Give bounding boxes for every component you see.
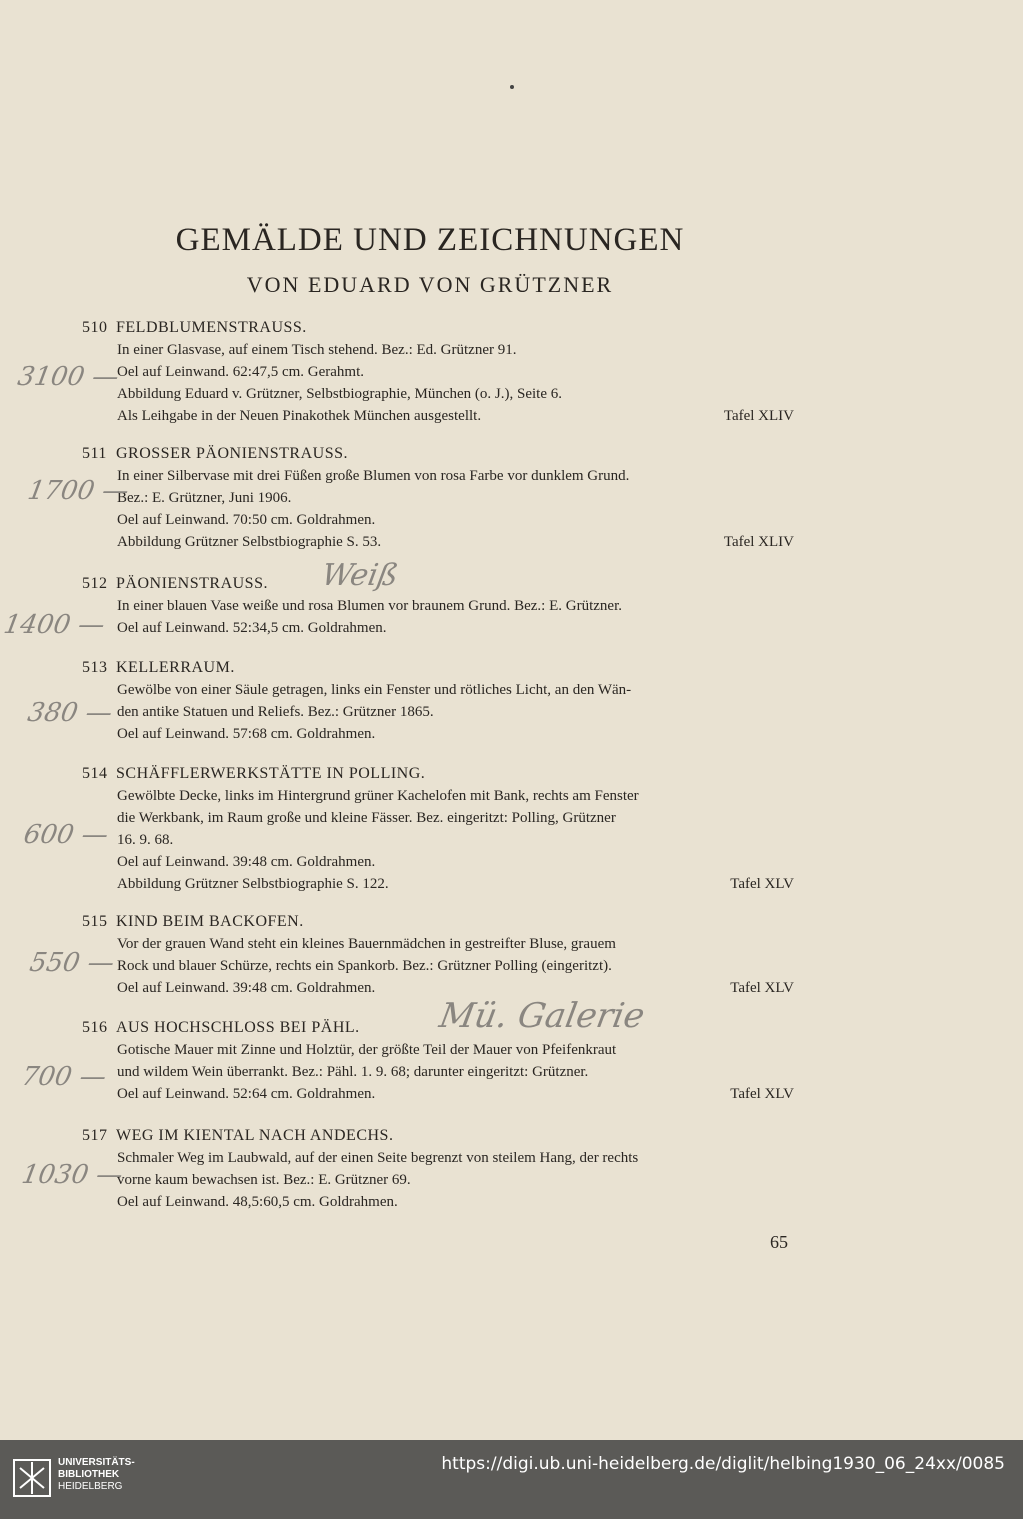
viewer-footer [0, 1440, 1023, 1519]
entry-line: Oel auf Leinwand. 57:68 cm. Goldrahmen. [117, 726, 376, 742]
entry-line: 16. 9. 68. [117, 832, 174, 848]
plate-reference: Tafel XLIV [723, 534, 794, 550]
entry-heading [82, 1124, 794, 1147]
entry-title: SCHÄFFLERWERKSTÄTTE IN POLLING. [116, 765, 426, 782]
entry-line: Oel auf Leinwand. 70:50 cm. Goldrahmen. [117, 512, 376, 528]
entry-line-text: Als Leihgabe in der Neuen Pinakothek München ausgestellt. [117, 408, 482, 424]
entry-line: und wildem Wein überrankt. Bez.: Pähl. 1. 9. 68; darunter eingeritzt: Grützner. [117, 1064, 589, 1080]
page-title: GEMÄLDE UND ZEICHNUNGEN [175, 222, 685, 258]
entry-line: die Werkbank, im Raum große und kleine Fässer. Bez. eingeritzt: Polling, Grützner [117, 810, 616, 826]
entry-line: den antike Statuen und Reliefs. Bez.: Grützner 1865. [117, 704, 434, 720]
entry-line: Gewölbe von einer Säule getragen, links ein Fenster und rötliches Licht, an den Wän- [117, 682, 632, 698]
logo-line: BIBLIOTHEK [58, 1469, 120, 1480]
library-logo-text [58, 1457, 135, 1493]
entry-heading [82, 442, 794, 465]
catalog-entry-512 [82, 572, 794, 639]
library-logo-icon [12, 1456, 52, 1500]
entry-line-text: Oel auf Leinwand. 39:48 cm. Goldrahmen. [117, 980, 376, 996]
page-number: 65 [770, 1232, 788, 1252]
handwritten-note: Weiß [318, 558, 401, 593]
entry-line-text: Abbildung Grützner Selbstbiographie S. 53. [117, 534, 382, 550]
logo-line: UNIVERSITÄTS- [58, 1457, 135, 1468]
entry-title: FELDBLUMENSTRAUSS. [116, 319, 307, 336]
entry-line [117, 405, 794, 427]
entry-line-text: Oel auf Leinwand. 52:64 cm. Goldrahmen. [117, 1086, 376, 1102]
entry-line: Gotische Mauer mit Zinne und Holztür, der größte Teil der Mauer von Pfeifenkraut [117, 1042, 617, 1058]
entry-line: Rock und blauer Schürze, rechts ein Spankorb. Bez.: Grützner Polling (eingeritzt). [117, 958, 612, 974]
entry-number: 511 [82, 445, 107, 462]
entry-number: 516 [82, 1019, 108, 1036]
catalog-entry-511 [82, 442, 794, 553]
entry-heading [82, 762, 794, 785]
entry-line: Schmaler Weg im Laubwald, auf der einen Seite begrenzt von steilem Hang, der rechts [117, 1150, 639, 1166]
entry-line: In einer Silbervase mit drei Füßen große Blumen von rosa Farbe vor dunklem Grund. [117, 468, 630, 484]
catalog-entry-515 [82, 910, 794, 999]
entry-line: Oel auf Leinwand. 39:48 cm. Goldrahmen. [117, 854, 376, 870]
entry-line: Vor der grauen Wand steht ein kleines Bauernmädchen in gestreifter Bluse, grauem [117, 936, 616, 952]
handwritten-price: 1400 — [1, 610, 108, 640]
entry-line: Oel auf Leinwand. 62:47,5 cm. Gerahmt. [117, 364, 365, 380]
handwritten-price: 700 — [19, 1062, 109, 1092]
handwritten-price: 550 — [27, 948, 117, 978]
entry-line: In einer Glasvase, auf einem Tisch stehend. Bez.: Ed. Grützner 91. [117, 342, 517, 358]
handwritten-note: Mü. Galerie [436, 996, 648, 1036]
entry-number: 517 [82, 1127, 108, 1144]
plate-reference: Tafel XLV [730, 876, 794, 892]
plate-reference: Tafel XLIV [723, 408, 794, 424]
source-url-link[interactable]: https://digi.ub.uni-heidelberg.de/diglit/helbing1930_06_24xx/0085 [441, 1454, 1005, 1474]
handwritten-price: 380 — [25, 698, 115, 728]
handwritten-price: 1700 — [25, 476, 132, 506]
entry-number: 515 [82, 913, 108, 930]
entry-title: AUS HOCHSCHLOSS BEI PÄHL. [116, 1019, 360, 1036]
plate-reference: Tafel XLV [730, 1086, 794, 1102]
entry-line [117, 873, 794, 895]
entry-title: KIND BEIM BACKOFEN. [116, 913, 304, 930]
entry-line [117, 1083, 794, 1105]
handwritten-price: 3100 — [15, 362, 122, 392]
entry-number: 512 [82, 575, 108, 592]
entry-heading [82, 316, 794, 339]
entry-line [117, 531, 794, 553]
entry-line-text: Abbildung Grützner Selbstbiographie S. 122. [117, 876, 389, 892]
entry-line: Oel auf Leinwand. 52:34,5 cm. Goldrahmen. [117, 620, 387, 636]
entry-heading [82, 656, 794, 679]
plate-reference: Tafel XLV [730, 980, 794, 996]
entry-line: vorne kaum bewachsen ist. Bez.: E. Grützner 69. [117, 1172, 411, 1188]
catalog-entry-510 [82, 316, 794, 427]
entry-number: 513 [82, 659, 108, 676]
entry-line: Bez.: E. Grützner, Juni 1906. [117, 490, 292, 506]
entry-title: PÄONIENSTRAUSS. [116, 575, 268, 592]
logo-line: HEIDELBERG [58, 1481, 123, 1492]
catalog-entry-517 [82, 1124, 794, 1213]
entry-line: In einer blauen Vase weiße und rosa Blumen vor braunem Grund. Bez.: E. Grützner. [117, 598, 622, 614]
catalog-entry-514 [82, 762, 794, 895]
handwritten-price: 1030 — [19, 1160, 126, 1190]
entry-title: GROSSER PÄONIENSTRAUSS. [116, 445, 348, 462]
entry-title: WEG IM KIENTAL NACH ANDECHS. [116, 1127, 394, 1144]
page-mark [510, 85, 514, 89]
entry-number: 514 [82, 765, 108, 782]
entry-line: Gewölbte Decke, links im Hintergrund grüner Kachelofen mit Bank, rechts am Fenster [117, 788, 639, 804]
entry-title: KELLERRAUM. [116, 659, 235, 676]
page-subtitle: VON EDUARD VON GRÜTZNER [246, 272, 614, 297]
entry-line: Abbildung Eduard v. Grützner, Selbstbiographie, München (o. J.), Seite 6. [117, 386, 563, 402]
catalog-entry-513 [82, 656, 794, 745]
entry-number: 510 [82, 319, 108, 336]
entry-line: Oel auf Leinwand. 48,5:60,5 cm. Goldrahmen. [117, 1194, 398, 1210]
entry-heading [82, 910, 794, 933]
handwritten-price: 600 — [21, 820, 111, 850]
entry-heading [82, 572, 794, 595]
